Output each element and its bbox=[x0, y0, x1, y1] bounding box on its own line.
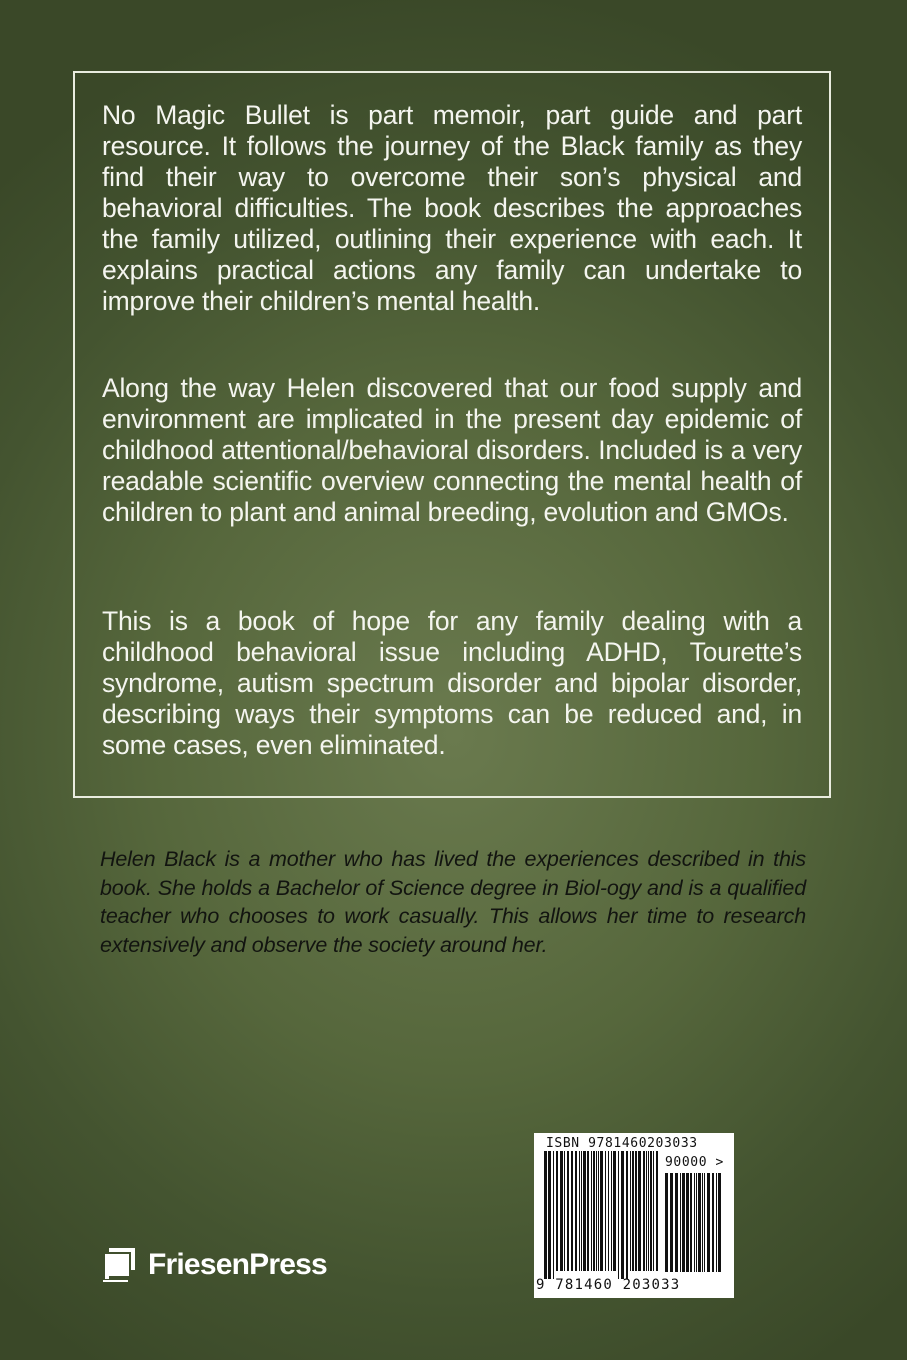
barcode-bar bbox=[587, 1151, 589, 1271]
barcode-bar bbox=[690, 1173, 692, 1272]
barcode-bar bbox=[579, 1151, 580, 1271]
barcode-bar bbox=[670, 1173, 673, 1272]
barcode-bar bbox=[665, 1173, 668, 1272]
barcode-bar bbox=[591, 1151, 592, 1271]
barcode-bar bbox=[712, 1173, 714, 1272]
barcode-bar bbox=[694, 1173, 695, 1272]
barcode-bar bbox=[593, 1151, 595, 1271]
barcode-bar bbox=[686, 1173, 689, 1272]
barcode-bar bbox=[716, 1173, 717, 1272]
barcode-bar bbox=[613, 1151, 616, 1271]
barcode-bar bbox=[696, 1173, 697, 1272]
barcode-bar bbox=[553, 1151, 554, 1279]
barcode-bar bbox=[621, 1151, 624, 1279]
barcode-bar bbox=[630, 1151, 631, 1271]
barcode-bar bbox=[650, 1151, 652, 1271]
blurb-paragraph-1: No Magic Bullet is part memoir, part guide and part resource. It follows the journey of the Black family as they find their way to overcome their son’s physical and behavioral difficulties. The book describes the approaches the family utilized, outlining their experience with each. It explains practical actions any family can undertake to improve their children’s mental health. bbox=[102, 100, 802, 316]
barcode-bar bbox=[648, 1151, 649, 1271]
isbn-barcode bbox=[534, 1133, 734, 1298]
barcode-bar bbox=[596, 1151, 597, 1271]
barcode-bar bbox=[544, 1151, 547, 1279]
publisher-logo bbox=[100, 1245, 327, 1285]
author-bio: Helen Black is a mother who has lived the experiences described in this book. She holds a Bachelor of Science degree in Biol-ogy and is a qualified teacher who chooses to work casually. This allows her time to research extensively and observe the society around her. bbox=[100, 847, 806, 957]
barcode-bar bbox=[608, 1151, 609, 1271]
blurb-paragraph-2: Along the way Helen discovered that our food supply and environment are implicated in the present day epidemic of childhood attentional/behavioral disorders. Included is a very readable scientific overview connecting the mental health of children to plant and animal breeding, evolution and GMOs. bbox=[102, 373, 802, 527]
barcode-bar bbox=[548, 1151, 551, 1279]
barcode-bar bbox=[567, 1151, 569, 1271]
barcode-bar bbox=[611, 1151, 612, 1271]
barcode-bar bbox=[626, 1151, 628, 1279]
barcode-bar bbox=[632, 1151, 634, 1271]
ean-barcode-bars bbox=[544, 1151, 658, 1279]
ean-digits: 9 781460 203033 bbox=[536, 1277, 681, 1293]
barcode-bar bbox=[564, 1151, 565, 1271]
barcode-bar bbox=[575, 1151, 577, 1271]
isbn-label: ISBN 9781460203033 bbox=[546, 1136, 698, 1151]
barcode-bar bbox=[571, 1151, 573, 1271]
barcode-bar bbox=[556, 1151, 558, 1271]
barcode-bar bbox=[646, 1151, 647, 1271]
barcode-bar bbox=[581, 1151, 582, 1271]
barcode-bar bbox=[605, 1151, 606, 1271]
barcode-bar bbox=[707, 1173, 710, 1272]
barcode-bar bbox=[583, 1151, 586, 1271]
barcode-bar bbox=[704, 1173, 705, 1272]
barcode-bar bbox=[600, 1151, 603, 1271]
barcode-bar bbox=[635, 1151, 637, 1271]
book-icon bbox=[100, 1245, 140, 1285]
barcode-bar bbox=[618, 1151, 619, 1279]
barcode-bar bbox=[718, 1173, 721, 1272]
barcode-bar bbox=[560, 1151, 563, 1271]
barcode-bar bbox=[643, 1151, 645, 1271]
barcode-bar bbox=[675, 1173, 678, 1272]
barcode-bar bbox=[638, 1151, 641, 1271]
publisher-name: FriesenPress bbox=[148, 1248, 327, 1281]
blurb-paragraph-3: This is a book of hope for any family dealing with a childhood behavioral issue including ADHD, Tourette’s syndrome, autism spectrum disorder and bipolar disorder, describing ways their symptoms can be reduced and, in some cases, even eliminated. bbox=[102, 606, 802, 760]
barcode-bar bbox=[598, 1151, 599, 1271]
barcode-bar bbox=[656, 1151, 658, 1271]
barcode-bar bbox=[702, 1173, 703, 1272]
barcode-bar bbox=[682, 1173, 685, 1272]
barcode-bar bbox=[698, 1173, 701, 1272]
barcode-bar bbox=[680, 1173, 681, 1272]
price-code: 90000 > bbox=[665, 1155, 724, 1170]
addon-barcode-bars bbox=[665, 1173, 721, 1272]
barcode-bar bbox=[653, 1151, 654, 1271]
